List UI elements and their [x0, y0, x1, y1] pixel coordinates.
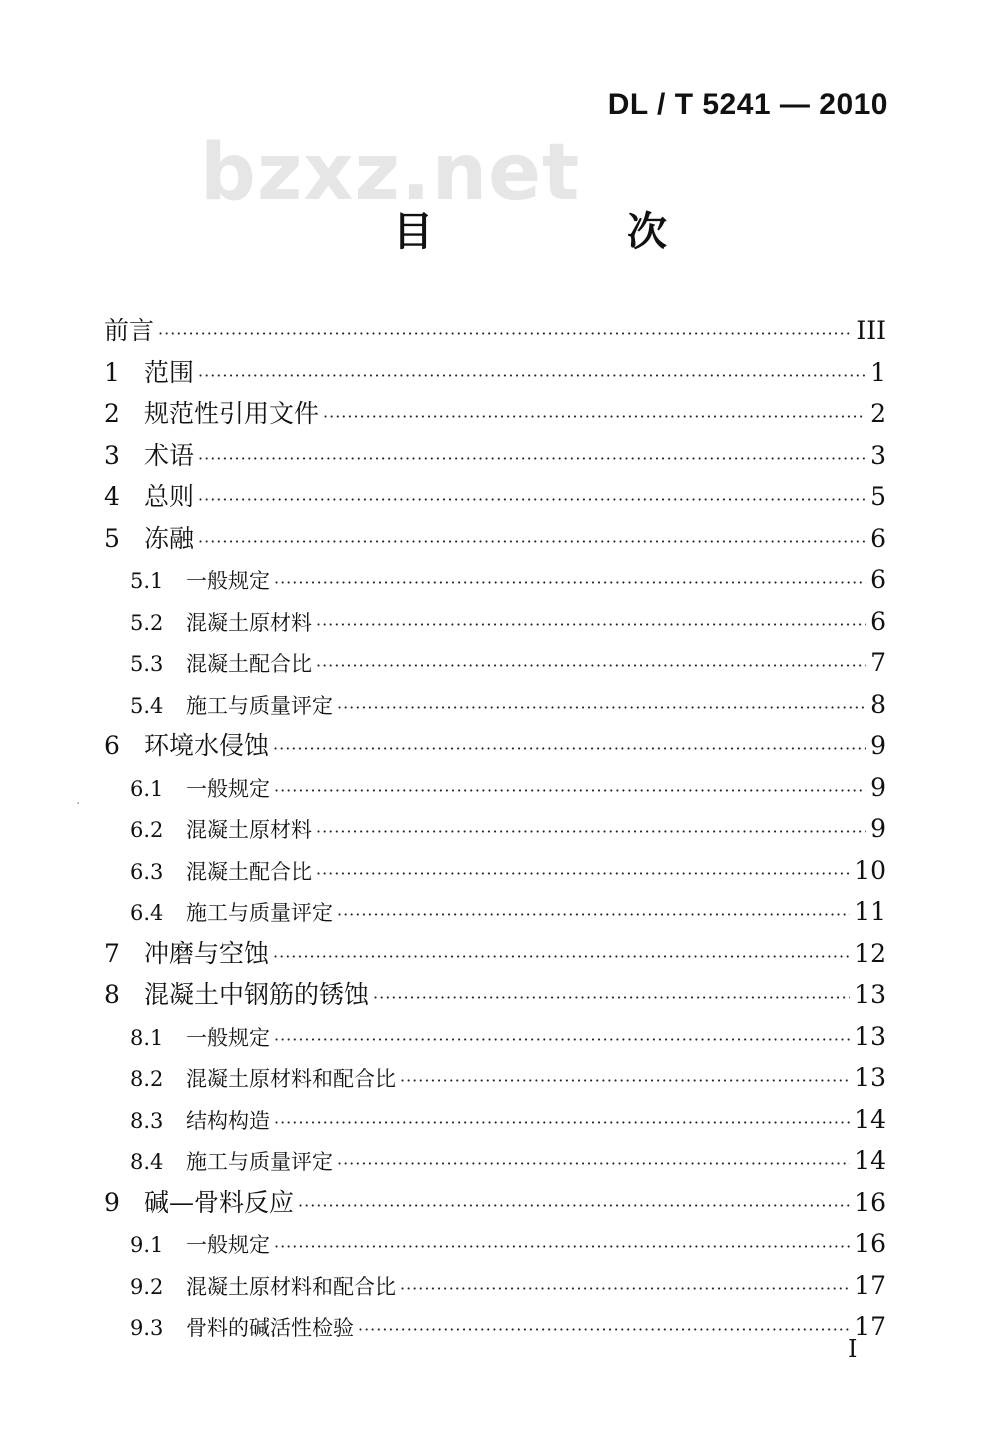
- toc-entry-page: 3: [870, 440, 886, 470]
- toc-entry-number: 7: [104, 938, 120, 968]
- toc-entry-page: 10: [854, 855, 886, 885]
- toc-entry-title: 总则: [144, 482, 195, 511]
- toc-entry-title: 混凝土配合比: [186, 652, 312, 676]
- toc-entry-page: 17: [854, 1312, 886, 1341]
- dot-leader: [198, 521, 866, 563]
- toc-entry[interactable]: [104, 310, 886, 352]
- dot-leader: [298, 1185, 850, 1227]
- dot-leader: [316, 604, 866, 646]
- toc-entry[interactable]: [104, 725, 886, 767]
- toc-entry[interactable]: [104, 1223, 886, 1265]
- dot-leader: [274, 562, 866, 604]
- dot-leader: [337, 1143, 850, 1185]
- toc-entry[interactable]: [104, 435, 886, 477]
- watermark: bzxz.net: [200, 128, 581, 218]
- toc-entry-title: 冲磨与空蚀: [144, 938, 270, 968]
- dot-leader: [400, 1268, 850, 1310]
- dot-leader: [323, 396, 866, 438]
- toc-entry-number: 8.4: [130, 1150, 164, 1174]
- toc-entry-page: 13: [854, 980, 886, 1009]
- toc-entry-number: 8.3: [130, 1108, 164, 1133]
- toc-entry[interactable]: [104, 1306, 886, 1348]
- toc-entry-title: 施工与质量评定: [186, 901, 333, 925]
- dot-leader: [274, 1226, 850, 1268]
- toc-entry[interactable]: [104, 518, 886, 560]
- toc-entry-number: 8: [104, 980, 120, 1009]
- toc-entry-title: 混凝土原材料: [186, 818, 312, 842]
- toc-entry[interactable]: [104, 850, 886, 892]
- toc-entry[interactable]: [104, 642, 886, 684]
- toc-entry-number: 5: [104, 523, 120, 553]
- toc-entry-page: 13: [854, 1021, 886, 1051]
- toc-entry-page: 11: [854, 897, 886, 926]
- toc-entry-number: 9.1: [130, 1233, 164, 1257]
- toc-entry-page: 2: [870, 399, 886, 428]
- toc-entry-title: 术语: [144, 440, 195, 470]
- toc-entry-title: 前言: [104, 316, 155, 345]
- dot-leader: [198, 438, 866, 480]
- toc-entry[interactable]: [104, 352, 886, 394]
- toc-entry-page: 8: [870, 689, 886, 719]
- dot-leader: [198, 479, 866, 521]
- toc-entry-title: 混凝土配合比: [186, 859, 312, 884]
- toc-entry-number: 5.3: [130, 652, 164, 676]
- dot-leader: [274, 1102, 850, 1144]
- toc-entry-page: 6: [870, 523, 886, 553]
- toc-entry-page: 9: [870, 772, 886, 802]
- toc-entry-number: 6: [104, 731, 120, 760]
- table-of-contents: [104, 310, 886, 1348]
- toc-entry-title: 混凝土原材料: [186, 610, 312, 635]
- toc-entry-number: 6.1: [130, 776, 164, 801]
- toc-entry-page: 6: [870, 565, 886, 594]
- toc-entry-title: 结构构造: [186, 1108, 270, 1133]
- toc-entry[interactable]: [104, 1057, 886, 1099]
- toc-entry-page: III: [856, 316, 886, 345]
- toc-entry[interactable]: [104, 393, 886, 435]
- toc-entry-page: 9: [870, 731, 886, 760]
- toc-entry-page: 12: [854, 938, 886, 968]
- dot-leader: [337, 687, 866, 729]
- toc-entry-title: 一般规定: [186, 1025, 270, 1050]
- toc-entry-title: 一般规定: [186, 776, 270, 801]
- toc-entry[interactable]: [104, 601, 886, 643]
- dot-leader: [198, 355, 866, 397]
- toc-entry-title: 范围: [144, 357, 195, 387]
- toc-entry-number: 1: [104, 357, 120, 387]
- toc-entry-title: 规范性引用文件: [144, 399, 320, 428]
- toc-entry-number: 9.3: [130, 1316, 164, 1340]
- toc-entry-title: 冻融: [144, 523, 195, 553]
- toc-entry[interactable]: [104, 476, 886, 518]
- toc-entry-page: 17: [854, 1270, 886, 1300]
- toc-entry-title: 一般规定: [186, 569, 270, 593]
- toc-entry-page: 7: [870, 648, 886, 677]
- toc-entry[interactable]: [104, 808, 886, 850]
- scan-speck: ·: [76, 796, 81, 812]
- toc-entry-page: 9: [870, 814, 886, 843]
- toc-entry-title: 环境水侵蚀: [144, 731, 270, 760]
- toc-entry-number: 5.4: [130, 693, 164, 718]
- toc-entry[interactable]: [104, 1140, 886, 1182]
- toc-entry-page: 6: [870, 606, 886, 636]
- toc-entry-title: 施工与质量评定: [186, 693, 333, 718]
- toc-entry-number: 3: [104, 440, 120, 470]
- toc-entry-page: 5: [870, 482, 886, 511]
- toc-entry-number: 5.2: [130, 610, 164, 635]
- dot-leader: [316, 811, 866, 853]
- toc-entry[interactable]: [104, 933, 886, 975]
- dot-leader: [358, 1309, 850, 1351]
- toc-entry-title: 碱—骨料反应: [144, 1187, 295, 1217]
- toc-entry-title: 施工与质量评定: [186, 1150, 333, 1174]
- toc-entry-number: 6.3: [130, 859, 164, 884]
- toc-entry-number: 5.1: [130, 569, 164, 593]
- dot-leader: [316, 645, 866, 687]
- standard-code: DL / T 5241 — 2010: [607, 88, 888, 121]
- toc-entry-number: 6.4: [130, 901, 164, 925]
- toc-entry[interactable]: [104, 684, 886, 726]
- toc-entry-title: 一般规定: [186, 1233, 270, 1257]
- toc-entry-number: 2: [104, 399, 120, 428]
- toc-entry[interactable]: [104, 559, 886, 601]
- dot-leader: [274, 770, 866, 812]
- toc-entry-title: 骨料的碱活性检验: [186, 1316, 354, 1340]
- dot-leader: [158, 313, 852, 355]
- toc-entry-title: 混凝土原材料和配合比: [186, 1274, 396, 1299]
- toc-entry[interactable]: [104, 974, 886, 1016]
- toc-entry[interactable]: [104, 1182, 886, 1224]
- dot-leader: [337, 894, 850, 936]
- toc-entry-page: 14: [854, 1146, 886, 1175]
- page-number: I: [848, 1335, 858, 1363]
- toc-entry-page: 16: [854, 1187, 886, 1217]
- toc-entry-number: 9.2: [130, 1274, 164, 1299]
- dot-leader: [273, 936, 850, 978]
- dot-leader: [400, 1060, 850, 1102]
- dot-leader: [316, 853, 850, 895]
- toc-entry-page: 14: [854, 1104, 886, 1134]
- dot-leader: [274, 1019, 850, 1061]
- page-title: 目 次: [393, 209, 727, 255]
- toc-entry[interactable]: [104, 1265, 886, 1307]
- toc-entry-page: 13: [854, 1063, 886, 1092]
- toc-entry-number: 4: [104, 482, 120, 511]
- toc-entry-number: 8.2: [130, 1067, 164, 1091]
- toc-entry-page: 16: [854, 1229, 886, 1258]
- toc-entry[interactable]: [104, 767, 886, 809]
- toc-entry[interactable]: [104, 1099, 886, 1141]
- dot-leader: [273, 728, 866, 770]
- toc-entry-number: 9: [104, 1187, 120, 1217]
- toc-entry-number: 8.1: [130, 1025, 164, 1050]
- toc-entry-number: 6.2: [130, 818, 164, 842]
- toc-entry-title: 混凝土中钢筋的锈蚀: [144, 980, 370, 1009]
- toc-entry-page: 1: [870, 357, 886, 387]
- toc-entry[interactable]: [104, 891, 886, 933]
- toc-entry-title: 混凝土原材料和配合比: [186, 1067, 396, 1091]
- dot-leader: [373, 977, 850, 1019]
- toc-entry[interactable]: [104, 1016, 886, 1058]
